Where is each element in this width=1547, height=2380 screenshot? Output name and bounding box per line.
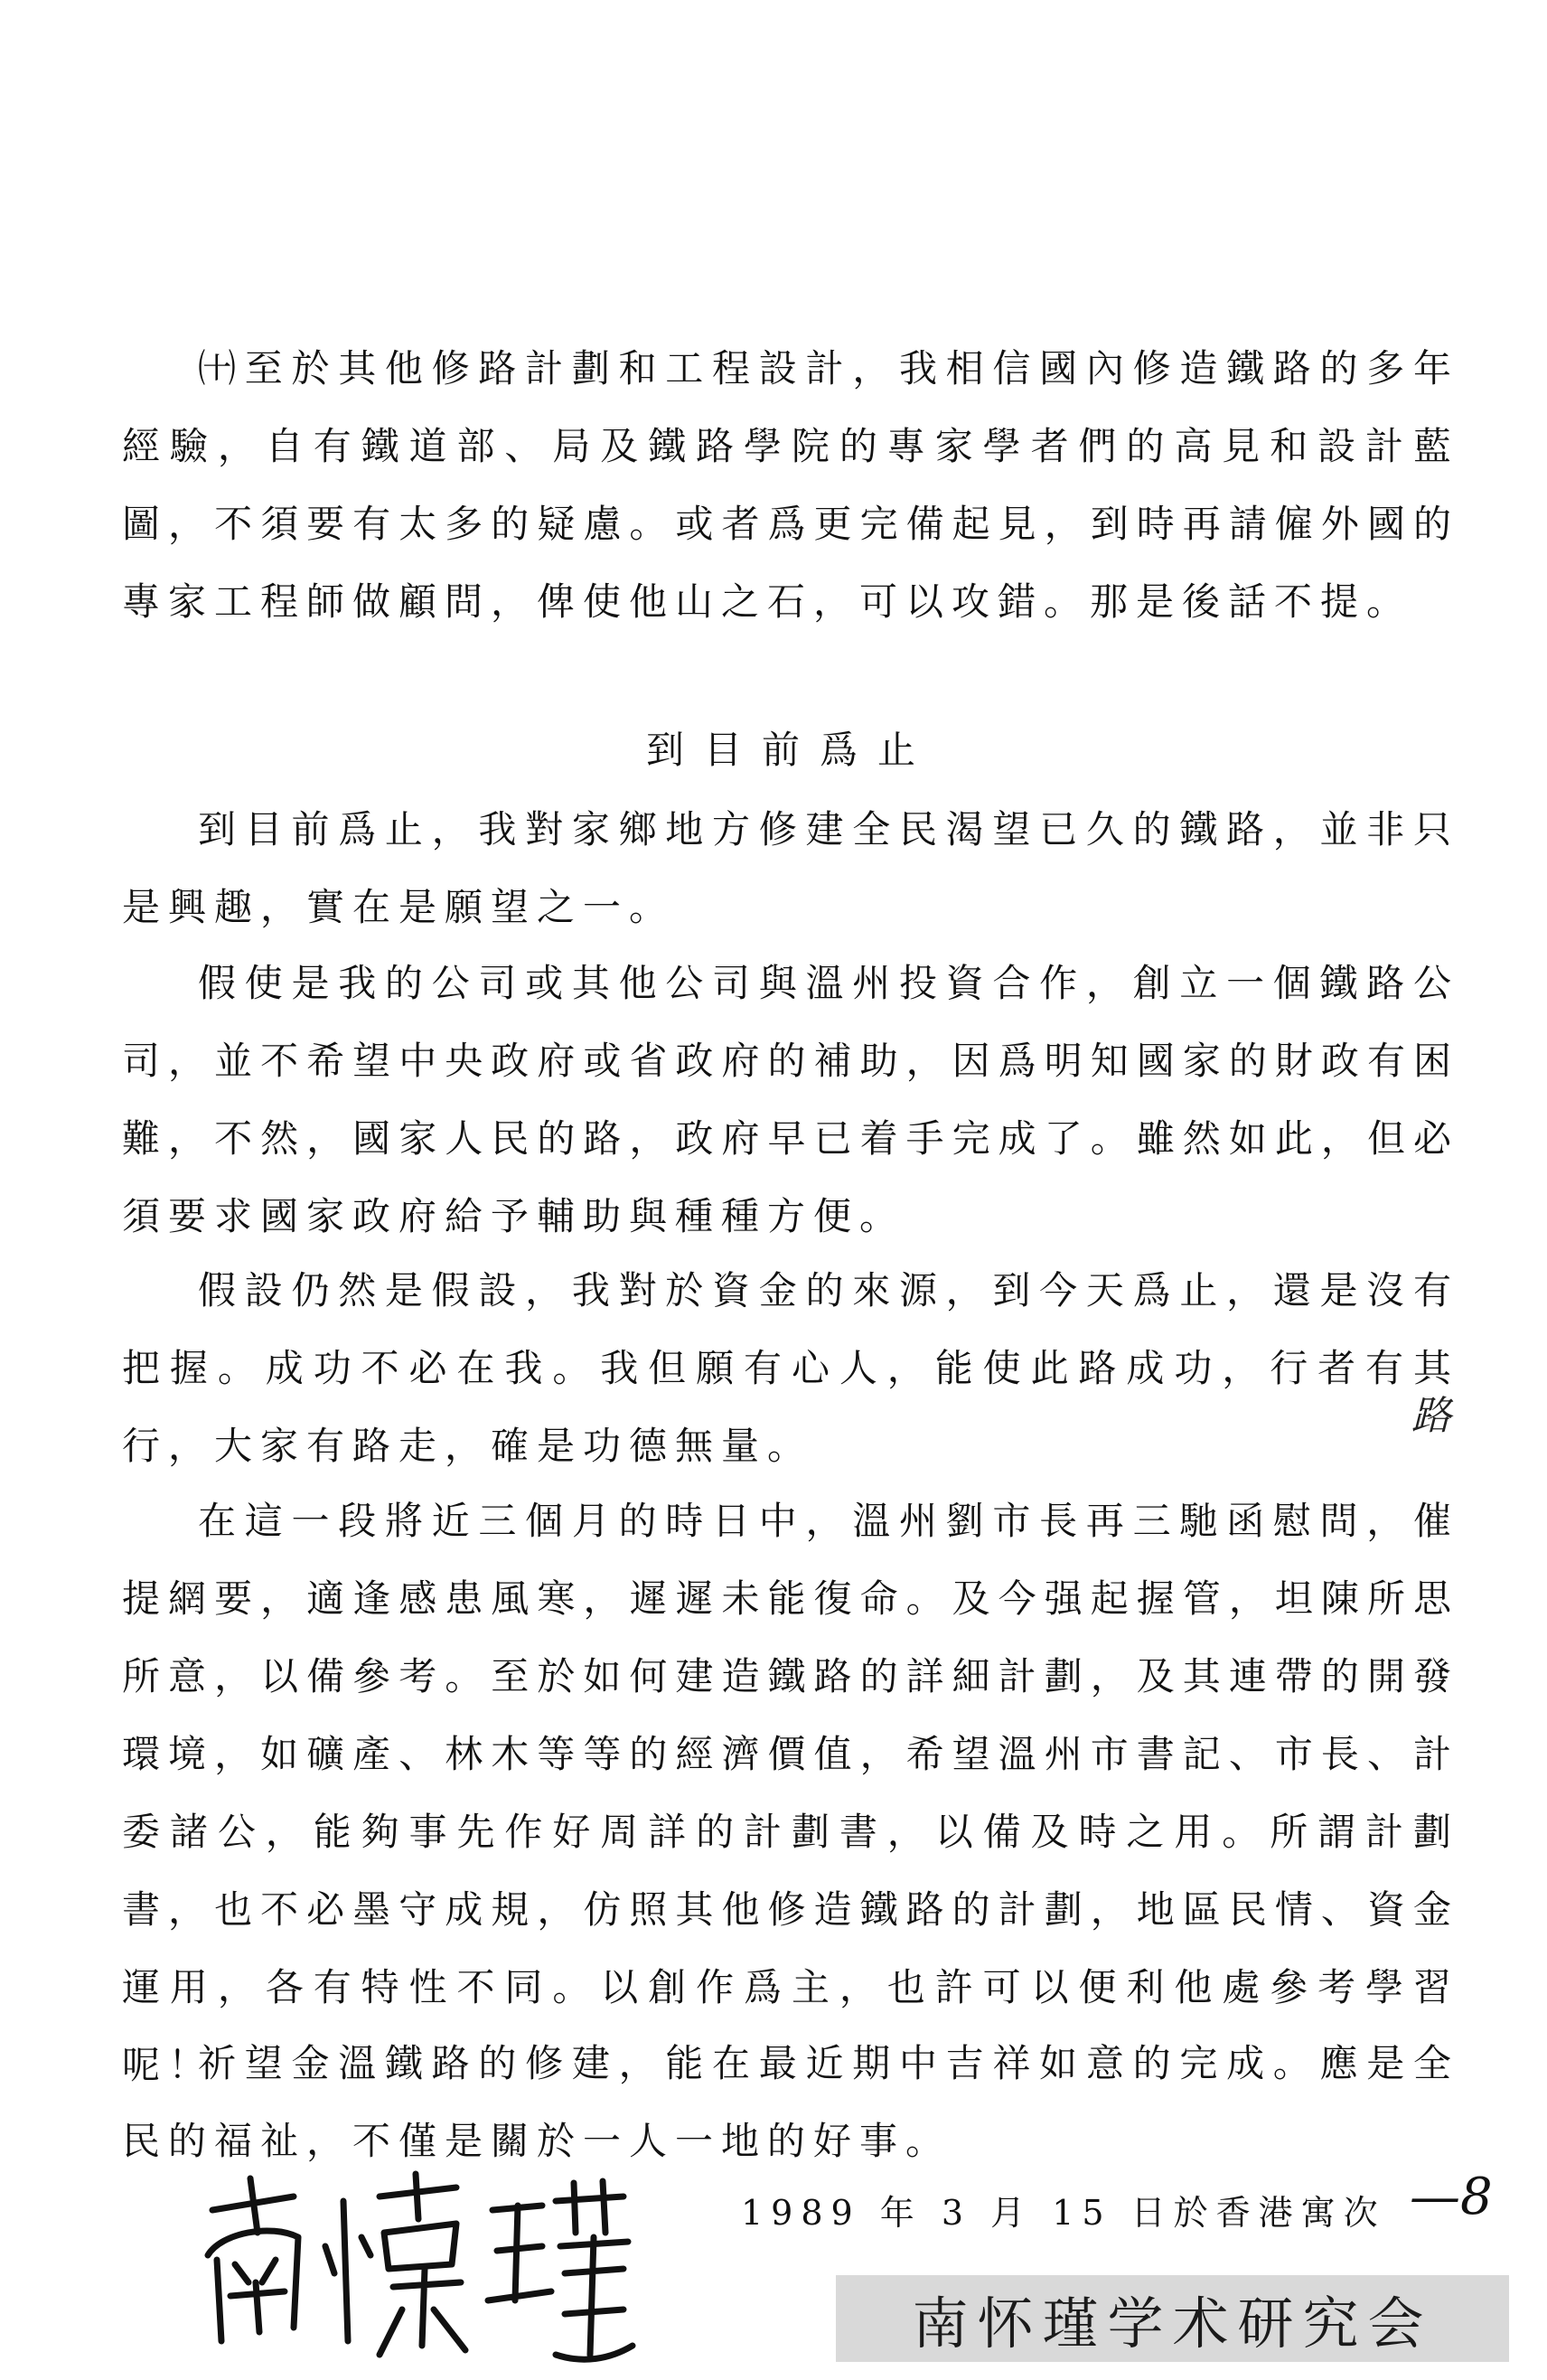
- page-number: —8: [1410, 2168, 1493, 2226]
- handwritten-margin-note: 路: [1411, 1393, 1451, 1439]
- watermark-banner: [836, 2275, 1509, 2362]
- watermark-text: 南怀瑾学术研究会: [912, 2290, 1433, 2356]
- paragraph-assumption: 假設仍然是假設，我對於資金的來源，到今天爲止，還是沒有把握。成功不必在我。我但願有心人，能使此路成功，行者有其行，大家有路走，確是功德無量。: [122, 1268, 1459, 1468]
- date-location-line: 1989 年 3 月 15 日於香港寓次: [741, 2193, 1386, 2233]
- paragraph-item-ten: ㈩至於其他修路計劃和工程設計，我相信國內修造鐵路的多年經驗，自有鐵道部、局及鐵路學院的專家學者們的高見和設計藍圖，不須要有太多的疑慮。或者爲更完備起見，到時再請僱外國的專家工程師做顧問，俾使他山之石，可以攻錯。那是後話不提。: [122, 346, 1459, 624]
- paragraph-wish: 祈望金溫鐵路的修建，能在最近期中吉祥如意的完成。應是全民的福祉，不僅是關於一人一地的好事。: [122, 2041, 1459, 2163]
- paragraph-intro: 到目前爲止，我對家鄉地方修建全民渴望已久的鐵路，並非只是興趣，實在是願望之一。: [122, 807, 1459, 929]
- paragraph-plan: 在這一段將近三個月的時日中，溫州劉市長再三馳函慰問，催提網要，適逢感患風寒，遲遲未能復命。及今强起握管，坦陳所思所意，以備參考。至於如何建造鐵路的詳細計劃，及其連帶的開發環境，如礦產、林木等等的經濟價值，希望溫州市書記、市長、計委諸公，能夠事先作好周詳的計劃書，以備及時之用。所謂計劃書，也不必墨守成規，仿照其他修造鐵路的計劃，地區民情、資金運用，各有特性不同。以創作爲主，也許可以便利他處參考學習呢！: [122, 1499, 1459, 2087]
- handwritten-signature: [185, 2147, 637, 2373]
- paragraph-funding: 假使是我的公司或其他公司與溫州投資合作，創立一個鐵路公司，並不希望中央政府或省政府的補助，因爲明知國家的財政有困難，不然，國家人民的路，政府早已着手完成了。雖然如此，但必須要求國家政府給予輔助與種種方便。: [122, 961, 1459, 1238]
- section-heading: 到目前爲止: [645, 728, 935, 772]
